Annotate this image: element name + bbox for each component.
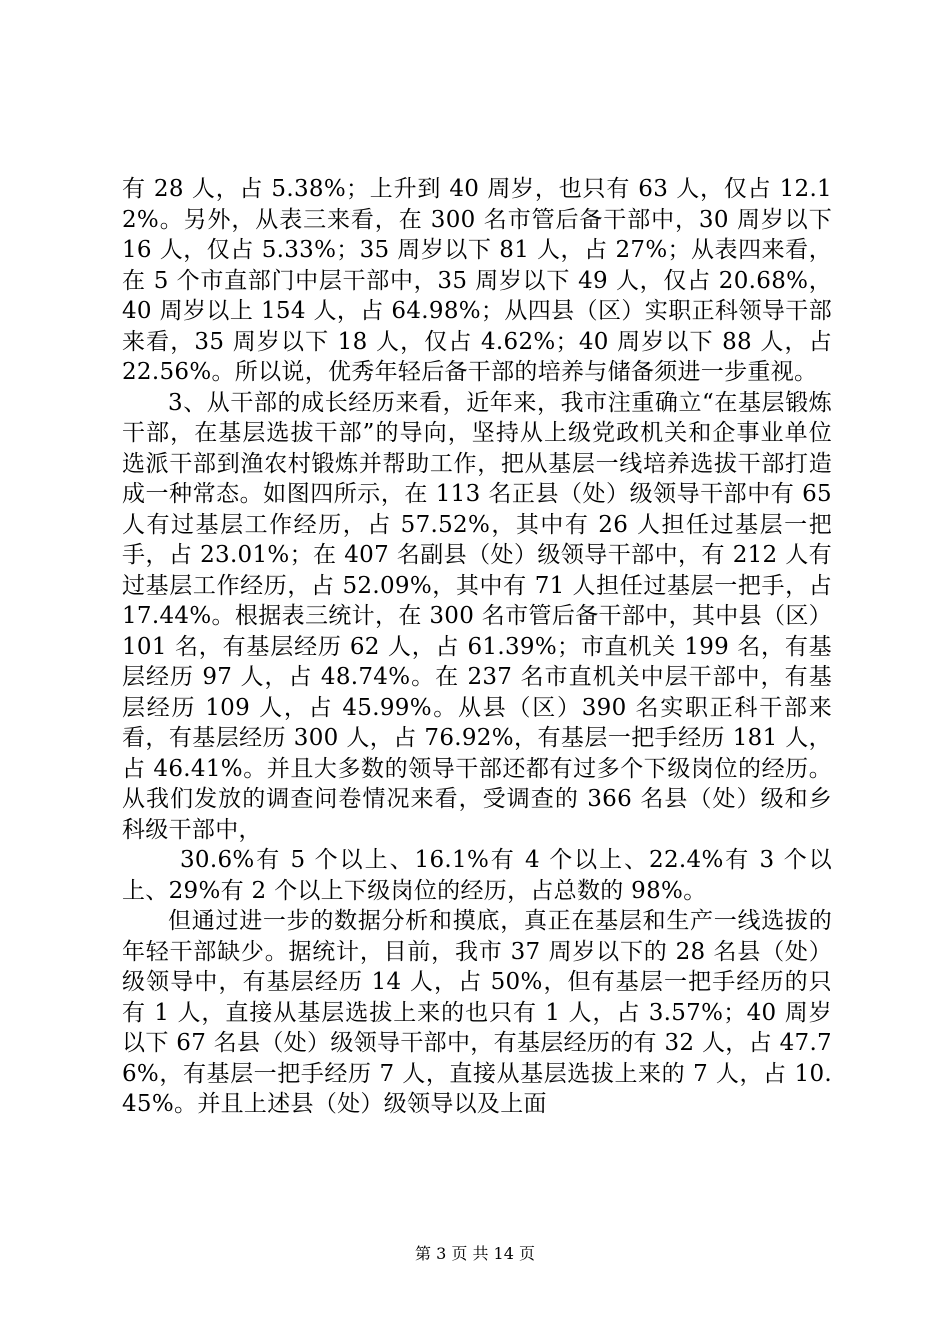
page-number-footer: 第 3 页 共 14 页 [415, 1244, 535, 1263]
document-body [122, 174, 832, 1120]
paragraph-survey-results: 30.6%有 5 个以上、16.1%有 4 个以上、22.4%有 3 个以上、29%有 2 个以上下级岗位的经历，占总数的 98%。 [122, 847, 832, 904]
paragraph-age-statistics: 有 28 人，占 5.38%；上升到 40 周岁，也只有 63 人，仅占 12.12%。另外，从表三来看，在 300 名市管后备干部中，30 周岁以下 16 人，仅占 5.33%；35 周岁以下 81 人，占 27%；从表四来看，在 5 个市直部门中层干部中，35 周岁以下 49 人，仅占 20.68%，40 周岁以上 154 人，占 64.98%；从四县（区）实职正科领导干部来看，35 周岁以下 18 人，仅占 4.62%；40 周岁以下 88 人，占 22.56%。所以说，优秀年轻后备干部的培养与储备须进一步重视。 [122, 176, 832, 385]
paragraph-growth-experience: 3、从干部的成长经历来看，近年来，我市注重确立“在基层锻炼干部，在基层选拔干部”的导向，坚持从上级党政机关和企事业单位选派干部到渔农村锻炼并帮助工作，把从基层一线培养选拔干部打造成一种常态。如图四所示，在 113 名正县（处）级领导干部中有 65 人有过基层工作经历，占 57.52%，其中有 26 人担任过基层一把手，占 23.01%；在 407 名副县（处）级领导干部中，有 212 人有过基层工作经历，占 52.09%，其中有 71 人担任过基层一把手，占 17.44%。根据表三统计，在 300 名市管后备干部中，其中县（区）101 名，有基层经历 62 人，占 61.39%；市直机关 199 名，有基层经历 97 人，占 48.74%。在 237 名市直机关中层干部中，有基层经历 109 人，占 45.99%。从县（区）390 名实职正科干部来看，有基层经历 300 人，占 76.92%，有基层一把手经历 181 人，占 46.41%。并且大多数的领导干部还都有过多个下级岗位的经历。从我们发放的调查问卷情况来看，受调查的 366 名县（处）级和乡科级干部中， [122, 389, 832, 843]
paragraph-further-analysis: 但通过进一步的数据分析和摸底，真正在基层和生产一线选拔的年轻干部缺少。据统计，目前，我市 37 周岁以下的 28 名县（处）级领导中，有基层经历 14 人，占 50%，但有基层一把手经历的只有 1 人，直接从基层选拔上来的也只有 1 人，占 3.57%；40 周岁以下 67 名县（处）级领导干部中，有基层经历的有 32 人，占 47.76%，有基层一把手经历 7 人，直接从基层选拔上来的 7 人，占 10.45%。并且上述县（处）级领导以及上面 [122, 908, 832, 1117]
